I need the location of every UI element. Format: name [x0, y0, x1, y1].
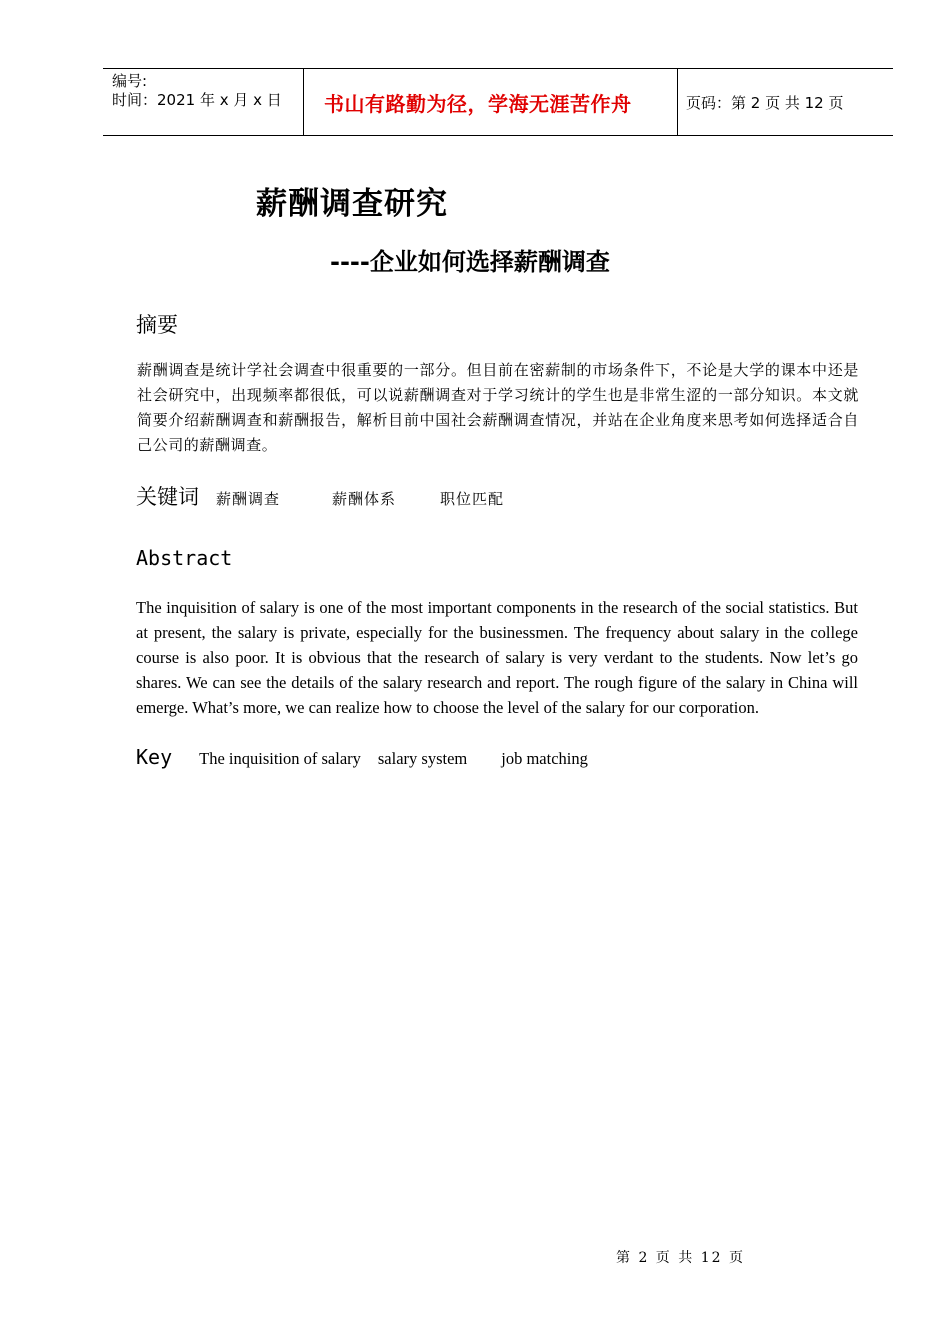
keywords-en-label: Key	[136, 745, 173, 769]
header-motto-cell	[304, 69, 678, 135]
header-page-cell	[678, 69, 893, 135]
header-meta-cell	[103, 69, 304, 135]
abstract-cn-heading: 摘要	[136, 313, 178, 337]
document-subtitle: ----企业如何选择薪酬调查	[330, 248, 610, 276]
keyword-cn-item: 薪酬调查	[216, 490, 281, 508]
header-page-number: 页码：第 2 页 共 12 页	[686, 93, 844, 112]
document-date-label: 时间：2021 年 x 月 x 日	[112, 91, 282, 109]
document-title: 薪酬调查研究	[256, 186, 448, 222]
keyword-en-item: The inquisition of salary	[199, 749, 361, 768]
abstract-cn-body: 薪酬调查是统计学社会调查中很重要的一部分。但目前在密薪制的市场条件下，不论是大学的课本中还是社会研究中，出现频率都很低，可以说薪酬调查对于学习统计的学生也是非常生涩的一部分知识。本文就简要介绍薪酬调查和薪酬报告，解析目前中国社会薪酬调查情况，并站在企业角度来思考如何选择适合自己公司的薪酬调查。	[137, 361, 859, 454]
keyword-cn-item: 薪酬体系	[332, 490, 397, 508]
page-footer-number: 第 2 页 共 12 页	[616, 1250, 745, 1266]
header-motto: 书山有路勤为径，学海无涯苦作舟	[324, 91, 632, 116]
keywords-cn-row	[136, 481, 504, 511]
keywords-cn-label: 关键词	[136, 485, 199, 509]
keyword-en-item: salary system	[377, 749, 468, 768]
keywords-en-row	[136, 745, 588, 769]
abstract-en-heading: Abstract	[136, 546, 233, 570]
keyword-cn-item: 职位匹配	[440, 490, 505, 508]
keyword-en-item: job matching	[501, 749, 588, 768]
abstract-en-body: The inquisition of salary is one of the most important components in the research of the social statistics. But at present, the salary is private, especially for the businessmen. The frequency about salary in the college course is also poor. It is obvious that the research of salary is very verdant to the students. Now let’s go shares. We can see the details of the salary research and report. The rough figure of the salary in China will emerge. What’s more, we can realize how to choose the level of the salary for our corporation.	[136, 598, 858, 717]
page-header	[103, 68, 893, 136]
document-number-label: 编号:	[112, 72, 148, 90]
